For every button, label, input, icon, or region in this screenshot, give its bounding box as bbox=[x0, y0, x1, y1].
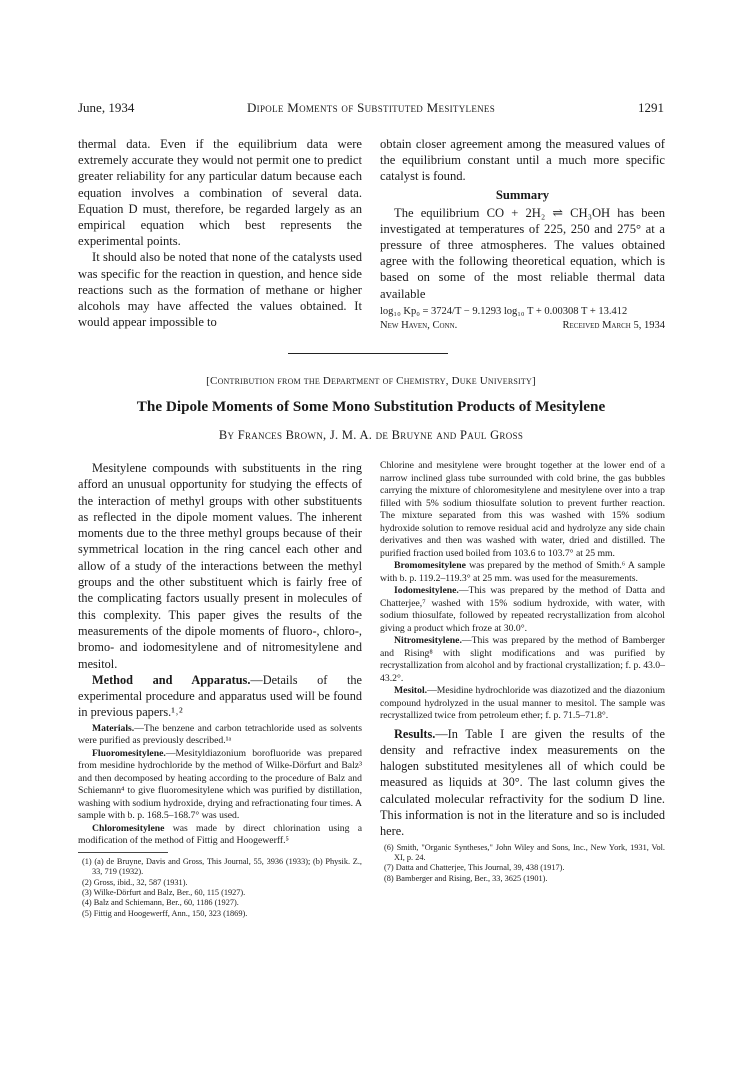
bromo-heading: Bromomesitylene bbox=[394, 560, 466, 571]
chloro-continuation: Chlorine and mesitylene were brought together at the lower end of a narrow inclined glass tube surrounded with cold brine, the gas bubbles carrying the mixture of chloromesitylene and mesitylene over into a trap filled with 5% sodium thiosulfate solution to prevent further reaction. The mixture separated from this was washed with 15% sodium hydroxide solution to remove residual acid and hydrolyze any side chain derivatives and then was washed with water, dried and distilled. The purified fraction used boiled from 103.6 to 103.7° at 25 mm. bbox=[380, 460, 665, 559]
prev-left-paragraph-1: thermal data. Even if the equilibrium data were extremely accurate they would not permit one to predict greater reliability for any particular datum because each equation involves a combination of several data. Equation D must, therefore, be regarded largely as an empirical equation which best represents the experimental points. bbox=[78, 137, 362, 249]
results-text: —In Table I are given the results of the density and refractive index measurements on the halogen substituted mesitylenes all of which could be measured as liquids at 30°. The last column gives the calculated molecular refractivity for the sodium D line. This information is not in the literature and so is included here. bbox=[380, 726, 665, 839]
mesitol-paragraph bbox=[380, 685, 665, 723]
footnote-7: (7) Datta and Chatterjee, This Journal, 39, 438 (1917). bbox=[384, 863, 565, 873]
materials-text: —The benzene and carbon tetrachloride used as solvents were purified as previously described.¹ᵃ bbox=[78, 722, 362, 747]
body-left-column bbox=[78, 460, 362, 919]
bromo-text: was prepared by the method of Smith.⁶ A sample with b. p. 119.2–119.3° at 25 mm. was used for the measurements. bbox=[380, 560, 665, 584]
mesitol-text: —Mesidine hydrochloride was diazotized and the diazonium compound hydrolyzed in the usual manner to mesitol. The sample was recrystallized twice from petroleum ether; f. p. 71.5–71.8°. bbox=[380, 685, 665, 721]
chloro-paragraph bbox=[78, 823, 362, 848]
fluoro-paragraph bbox=[78, 748, 362, 823]
article-title: The Dipole Moments of Some Mono Substitution Products of Mesitylene bbox=[136, 398, 606, 415]
nitro-paragraph bbox=[380, 635, 665, 685]
chloro-text: was made by direct chlorination using a modification of the method of Fittig and Hoogewerff.⁵ bbox=[78, 822, 362, 847]
header-page-number: 1291 bbox=[638, 100, 664, 115]
summary-equation: log₁₀ Kp₀ = 3724/T − 9.1293 log₁₀ T + 0.00308 T + 13.412 bbox=[380, 305, 628, 317]
received-date: Received March 5, 1934 bbox=[562, 319, 665, 331]
prev-right-paragraph: obtain closer agreement among the measured values of the equilibrium constant until a much more specific catalyst is found. bbox=[380, 137, 665, 184]
method-heading: Method and Apparatus. bbox=[92, 672, 251, 687]
results-heading: Results. bbox=[394, 726, 436, 741]
article-separator-rule bbox=[288, 353, 448, 354]
footnotes-right bbox=[380, 843, 665, 885]
contribution-line: [Contribution from the Department of Chemistry, Duke University] bbox=[206, 375, 536, 387]
intro-paragraph: Mesitylene compounds with substituents in the ring afford an unusual opportunity for studying the effects of the interaction of methyl groups with other substituents as reflected in the dipole moment values. The inherent moments due to the three methyl groups because of their symmetrical location in the ring cancel each other and allow of a study of the interactions between the methyl groups and the other substituent which is fairly free of the complicating factors usually present in molecules of this complexity. This paper gives the results of the measurements of the dipole moments of fluoro-, chloro-, bromo- and iodomesitylene and of nitromesitylene and mesitol. bbox=[78, 461, 362, 671]
place-of-origin: New Haven, Conn. bbox=[380, 319, 458, 331]
fluoro-heading: Fluoromesitylene. bbox=[92, 747, 166, 759]
mesitol-heading: Mesitol. bbox=[394, 685, 428, 696]
materials-heading: Materials. bbox=[92, 722, 135, 734]
iodo-heading: Iodomesitylene. bbox=[394, 585, 459, 596]
footnote-5: (5) Fittig and Hoogewerff, Ann., 150, 323 (1869). bbox=[82, 908, 248, 918]
signature-line bbox=[380, 319, 665, 333]
header-running-title: Dipole Moments of Substituted Mesitylenes bbox=[246, 100, 496, 115]
footnote-8: (8) Bamberger and Rising, Ber., 33, 3625 (1901). bbox=[384, 873, 548, 883]
body-right-column bbox=[380, 460, 665, 884]
prev-article-right-column bbox=[380, 136, 665, 333]
article-byline: By Frances Brown, J. M. A. de Bruyne and Paul Gross bbox=[218, 428, 524, 442]
method-paragraph bbox=[78, 672, 362, 721]
footnote-3: (3) Wilke-Dörfurt and Balz, Ber., 60, 115 (1927). bbox=[82, 887, 246, 897]
footnote-4: (4) Balz and Schiemann, Ber., 60, 1186 (1927). bbox=[82, 898, 239, 908]
fluoro-text: —Mesityldiazonium borofluoride was prepared from mesidine hydrochloride by the method of Wilke-Dörfurt and Balz³ and then decomposed by heating according to the procedure of Balz and Schiemann⁴ to give fluoromesitylene which was purified by distillation, washing with sodium hydroxide, drying and refractionating four times. A sample with b. p. 168.5–168.7° was used. bbox=[78, 747, 362, 822]
footnotes-left bbox=[78, 857, 362, 919]
footnote-2: (2) Gross, ibid., 32, 587 (1931). bbox=[82, 877, 188, 887]
nitro-heading: Nitromesitylene. bbox=[394, 635, 462, 646]
header-date: June, 1934 bbox=[78, 100, 135, 115]
summary-text: The equilibrium CO + 2H₂ ⇌ CH₃OH has been investigated at temperatures of 225, 250 and 275° at a pressure of three atmospheres. The values obtained agree with the following theoretical equation, which is based on some of the most reliable thermal data available bbox=[380, 205, 665, 301]
footnote-6: (6) Smith, "Organic Syntheses," John Wiley and Sons, Inc., New York, 1931, Vol. XI, p. 24. bbox=[384, 842, 665, 862]
nitro-text: —This was prepared by the method of Bamberger and Rising⁸ with slight modifications and was purified by recrystallization from alcohol and by fractional crystallization; f. p. 43.0–43.2°. bbox=[380, 635, 665, 684]
bromo-paragraph bbox=[380, 560, 665, 585]
running-header bbox=[78, 100, 664, 116]
prev-article-left-column bbox=[78, 136, 362, 330]
chloro-heading: Chloromesitylene bbox=[92, 822, 165, 834]
iodo-paragraph bbox=[380, 585, 665, 635]
footnote-1: (1) (a) de Bruyne, Davis and Gross, This Journal, 55, 3936 (1933); (b) Physik. Z., 33, 719 (1932). bbox=[82, 856, 362, 877]
prev-left-paragraph-2: It should also be noted that none of the catalysts used was specific for the reaction in question, and hence side reactions such as the formation of methane or higher alcohols may have affected the values obtained. It would appear impossible to bbox=[78, 250, 362, 330]
footnote-rule-left bbox=[78, 852, 168, 853]
materials-paragraph bbox=[78, 723, 362, 748]
results-paragraph bbox=[380, 726, 665, 840]
iodo-text: —This was prepared by the method of Datta and Chatterjee,⁷ washed with 15% sodium hydroxide, with water, with sodium thiosulfate, followed by repeated recrystallization from alcohol giving a product which froze at 30.0°. bbox=[380, 585, 665, 634]
summary-heading: Summary bbox=[495, 187, 550, 202]
method-text: —Details of the experimental procedure and apparatus used will be found in previous papers.¹˒² bbox=[78, 672, 362, 720]
